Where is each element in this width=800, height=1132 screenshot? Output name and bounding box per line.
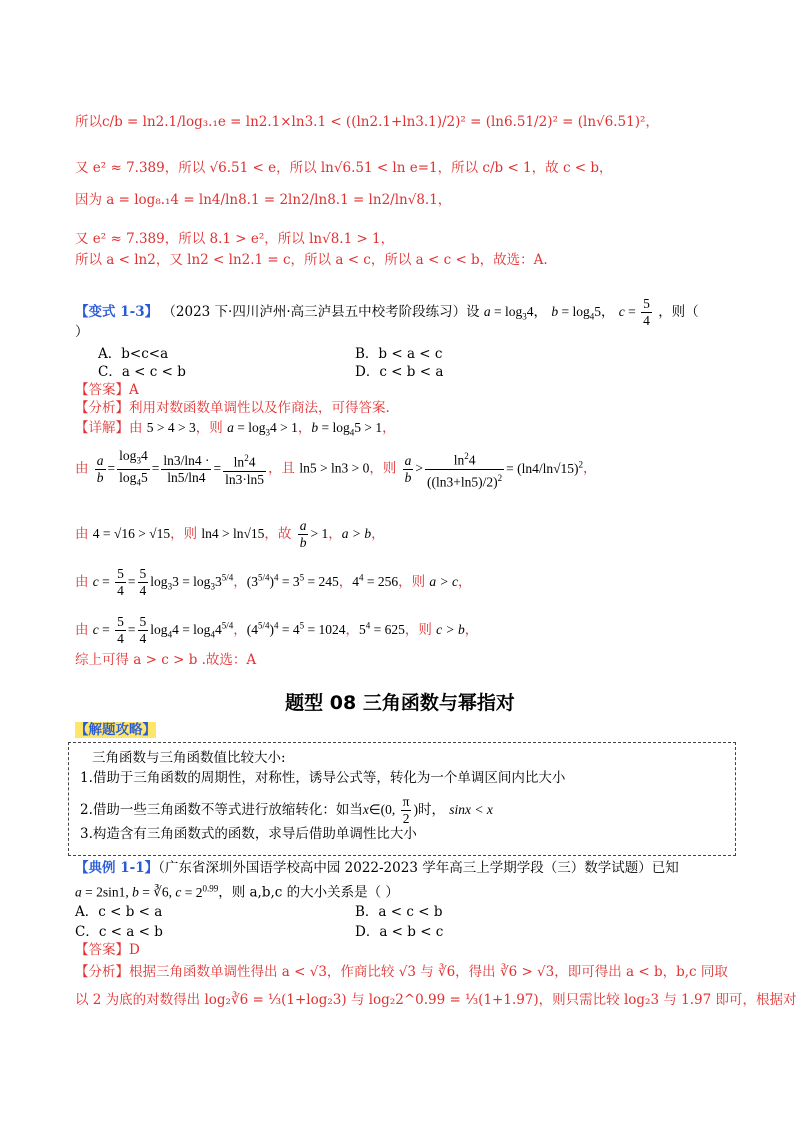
example-heading xyxy=(75,858,679,878)
example-answer-label: 【答案】 xyxy=(75,942,129,958)
example-option-d: D．a < b < c xyxy=(355,924,444,940)
derivation-line-5: 所以 a < ln2，又 ln2 < ln2.1 = c，所以 a < c，所以 a < c < b，故选：A. xyxy=(75,252,548,268)
variant-answer xyxy=(75,380,139,400)
example-question: a = 2sin1, b = ∛6, $c = 2^{0.99}$，则 a,b,c 的大小关系是（ ） xyxy=(75,883,399,901)
strategy-line-3-text: 2.借助一些三角函数不等式进行放缩转化：如当 xyxy=(80,802,363,818)
variant-detail-4: 由 c = $\frac{5}{4}$ = $\frac{5}{4}$ $\log_33 = \log_33^{5/4}$，$(3^{5/4})^4 = 3^5 = 245$，$4^4 = 256$，则 a > c， xyxy=(75,566,472,598)
answer-value: A xyxy=(129,382,139,398)
variant-detail-5: 由 c = $\frac{5}{4}$ = $\frac{5}{4}$ $\log_44 = \log_44^{5/4}$，$(4^{5/4})^4 = 4^5 = 1024$，$5^4 = 625$，则 c > b， xyxy=(75,614,479,646)
example-answer xyxy=(75,940,140,960)
variant-source: （2023 下·四川泸州·高三泸县五中校考阶段练习）设 xyxy=(162,304,480,320)
example-analysis-2: 以 2 为底的对数得出 log₂∛6 = ⅓(1+log₂3) 与 log₂2^0.99 = ⅓(1+1.97)，则只需比较 log₂3 与 1.97 即可，根据对 xyxy=(75,992,797,1008)
derivation-line-4: 又 e² ≈ 7.389，所以 8.1 > e²，所以 ln√8.1 > 1， xyxy=(75,231,395,247)
example-option-c: C．c < a < b xyxy=(75,924,163,940)
variant-detail-1: 【详解】由 5 > 4 > 3，则 $a = \log_34 > 1$，$b = \log_45 > 1$， xyxy=(75,420,396,438)
example-question-text: ，则 a,b,c 的大小关系是（ ） xyxy=(218,884,399,901)
strategy-line-1: 三角函数与三角函数值比较大小: xyxy=(92,750,286,766)
derivation-line-1: 所以c/b = ln2.1/log₃.₁e = ln2.1×ln3.1 < ((ln2.1+ln3.1)/2)² = (ln6.51/2)² = (ln√6.51)²， xyxy=(75,114,659,130)
variant-conclusion: 综上可得 a > c > b .故选：A xyxy=(75,652,257,668)
example-analysis-label: 【分析】 xyxy=(75,964,129,980)
example-analysis-1 xyxy=(75,962,728,982)
strategy-line-2: 1.借助于三角函数的周期性，对称性，诱导公式等，转化为一个单调区间内比大小 xyxy=(80,770,566,786)
variant-option-b: B．b < a < c xyxy=(355,346,443,362)
example-analysis-text-1: 根据三角函数单调性得出 a < √3，作商比较 √3 与 ∛6，得出 ∛6 > √3，即可得出 a < b，b,c 同取 xyxy=(129,964,728,980)
derivation-line-2: 又 e² ≈ 7.389，所以 √6.51 < e，所以 ln√6.51 < ln e=1，所以 c/b < 1，故 c < b， xyxy=(75,160,613,176)
example-source: （广东省深圳外国语学校高中园 2022-2023 学年高三上学期学段（三）数学试题）已知 xyxy=(158,860,679,876)
example-option-a: A．c < b < a xyxy=(75,904,163,920)
variant-option-d: D．c < b < a xyxy=(355,364,444,380)
detail-label: 【详解】 xyxy=(75,420,129,436)
variant-label: 【变式 1-3】 xyxy=(75,304,159,320)
analysis-label: 【分析】 xyxy=(75,400,129,416)
derivation-line-3: 因为 a = log₈.₁4 = ln4/ln8.1 = 2ln2/ln8.1 = ln2/ln√8.1， xyxy=(75,192,452,208)
variant-analysis xyxy=(75,398,390,418)
example-label: 【典例 1-1】 xyxy=(75,860,159,876)
answer-label: 【答案】 xyxy=(75,382,129,398)
variant-detail-2: 由 $\frac{a}{b}$ = $\frac{\log_34}{\log_45}$ = $\frac{\ln 3/\ln 4 \cdot}{\ln 5/\ln 4}$ = $\frac{\ln^24}{\ln 3\cdot\ln 5}$ ，且 ln5 > ln3 > 0，则 $\frac{a}{b}$ > $\frac{\ln^24}{((\ln 3+\ln 5)/2)^2}$ = $(\ln 4/\ln√15)^2$， xyxy=(75,448,597,490)
variant-detail-3: 由 4 = √16 > √15，则 ln4 > ln√15，故 $\frac{a}{b}$ > 1，a > b， xyxy=(75,518,385,550)
strategy-label: 【解题攻略】 xyxy=(75,722,156,738)
strategy-line-3: 2.借助一些三角函数不等式进行放缩转化：如当x∈(0, $\frac{\pi}{2}$ )时， sinx < x xyxy=(80,794,493,826)
variant-option-a: A．b<c<a xyxy=(98,346,169,362)
variant-close: ） xyxy=(75,324,89,340)
variant-tail: ，则（ xyxy=(658,304,699,320)
section-title: 题型 08 三角函数与幂指对 xyxy=(285,692,515,714)
variant-option-c: C．a < c < b xyxy=(98,364,186,380)
strategy-line-4: 3.构造含有三角函数式的函数，求导后借助单调性比大小 xyxy=(80,826,417,842)
strategy-line-3-tail: 时， xyxy=(417,802,445,818)
example-answer-value: D xyxy=(129,942,140,958)
variant-question: 【变式 1-3】 （2023 下·四川泸州·高三泸县五中校考阶段练习）设 $a = \log_34$， $b = \log_45$， c = $\frac{5}{4}$ ，则（ xyxy=(75,296,699,328)
example-option-b: B．a < c < b xyxy=(355,904,443,920)
strategy-label-row xyxy=(75,720,156,740)
analysis-text: 利用对数函数单调性以及作商法，可得答案. xyxy=(129,400,390,416)
